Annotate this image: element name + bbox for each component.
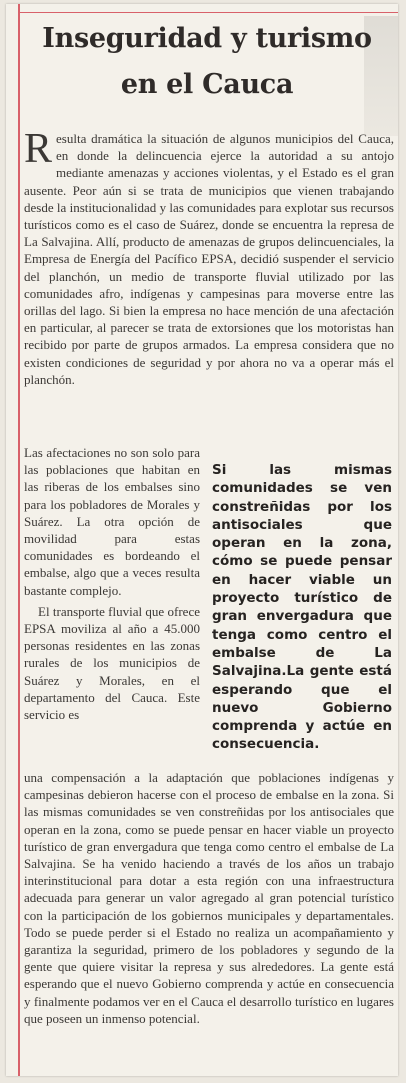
newspaper-clipping [6,4,398,1076]
column-paragraph-2: El transporte fluvial que ofrece EPSA moviliza al año a 45.000 personas residentes en las zonas rurales de los municipios de Suárez y Morales, en el departamento del Cauca. Este servicio es [24,603,200,723]
lead-paragraph [24,126,394,388]
lead-text: esulta dramática la situación de algunos municipios del Cauca, en donde la delincuencia ejerce la autoridad a su antojo mediante amenazas y acciones violentas, y el Estado es el gran ausente. Peor aún si se trata de municipios que vienen trabajando desde la institucionalidad y las comunidades para explotar sus recursos turísticos como es el caso de Suárez, donde se encuentra la represa de La Salvajina. Allí, producto de amenazas de grupos delincuenciales, la Empresa de Energía del Pacífico EPSA, decidió suspender el servicio del planchón, un medio de transporte fluvial utilizado por las comunidades afro, indígenas y campesinas para moverse entre las orillas del lago. Si bien la empresa no hace mención de una afectación en particular, al parecer se trata de extorsiones que los motoristas han recibido por parte de grupos armados. La empresa considera que no existen condiciones de seguridad y por ahora no va a operar más el planchón. [24,131,394,387]
margin-rule [18,4,20,1076]
narrow-column [24,444,200,723]
column-paragraph-1: Las afectaciones no son solo para las poblaciones que habitan en las riberas de los embalses sino para los pobladores de Morales y Suárez. La otra opción de movilidad para estas comunidades es bordeando el embalse, algo que a veces resulta bastante complejo. [24,445,200,598]
closing-paragraph: una compensación a la adaptación que poblaciones indígenas y campesinas debieron hacerse con el proceso de embalse en la zona. Si las mismas comunidades se ven constreñidas por los antisociales que operan en la zona, como se puede pensar en hacer viable un proyecto turístico de gran envergadura que tenga como centro el embalse de La Salvajina. Se ha venido haciendo a través de los años un trabajo interinstitucional para dotar a esta región con una infraestructura adecuada para generar un valor agregado al gran potencial turístico con la participación de los gobiernos municipales y departamentales. Todo se puede perder si el Estado no realiza un acompañamiento y garantiza la seguridad, primero de los pobladores y segundo de la gente que quiere visitar la represa y sus alrededores. La gente está esperando que el nuevo Gobierno comprenda y actúe en consecuencia y finalmente podamos ver en el Cauca el desarrollo turístico en lugares que poseen un inmenso potencial. [24,770,394,1026]
headline: Inseguridad y turismo en el Cauca [42,23,372,100]
pull-quote: Si las mismas comunidades se ven constreñidas por los antisociales que operan en la zona, cómo se puede pensar en hacer viable un proyecto turístico de gran envergadura que tenga como centro el embalse de La Salvajina.La gente está esperando que el nuevo Gobierno comprenda y actúe en consecuencia. [212,462,392,753]
top-rule [18,12,398,13]
drop-cap: R [24,126,53,172]
